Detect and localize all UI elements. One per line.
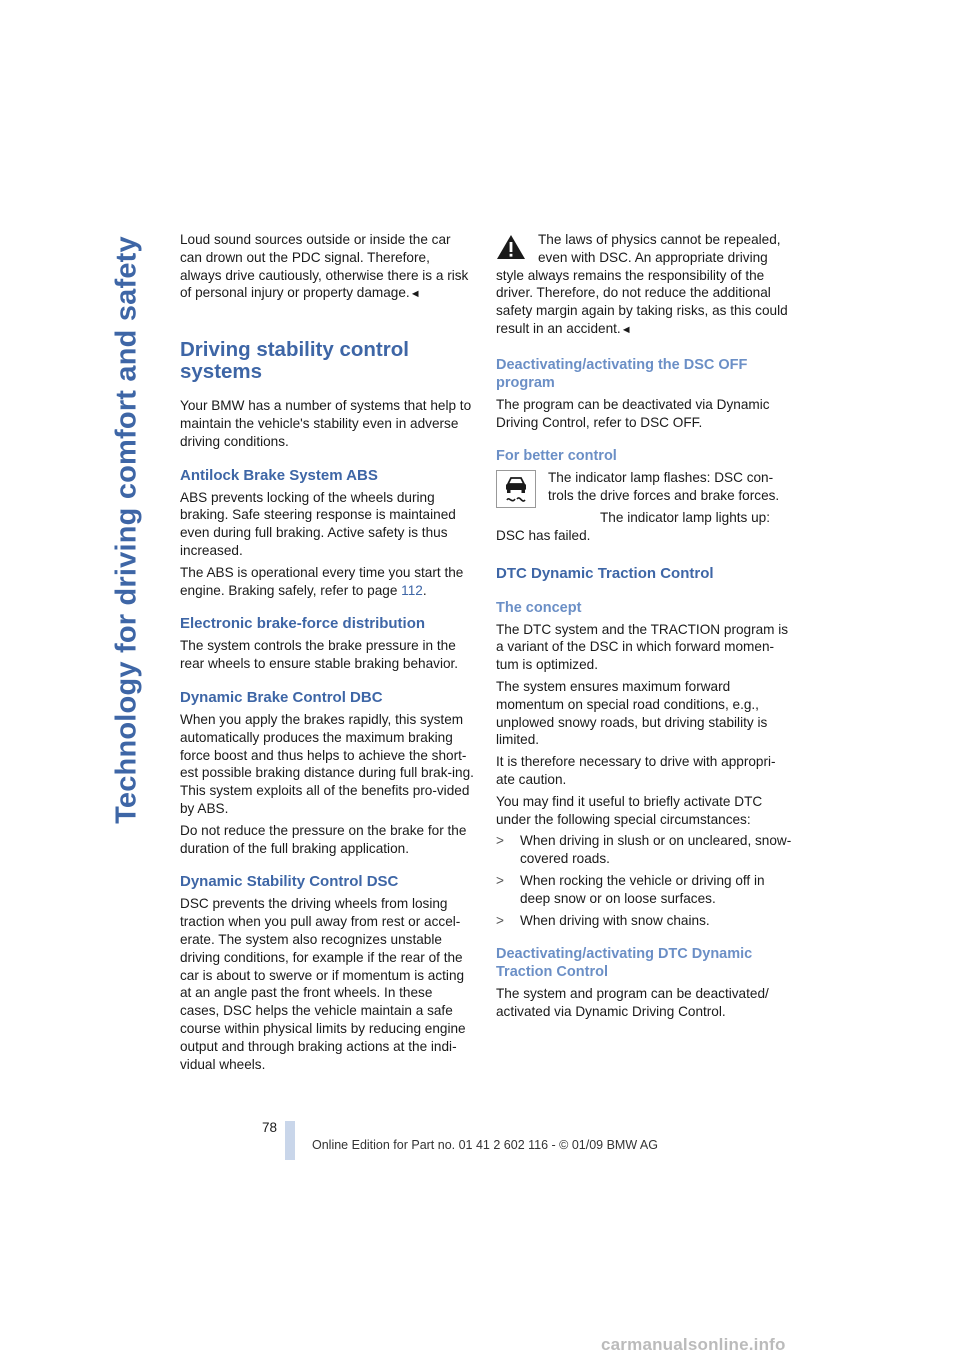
paragraph: The ABS is operational every time you start the engine. Braking safely, refer to page 112. — [180, 564, 464, 598]
heading-dtc: DTC Dynamic Traction Control — [496, 564, 714, 582]
paragraph: It is therefore necessary to drive with appropri-ate caution. — [496, 754, 776, 787]
paragraph: The system controls the brake pressure in the rear wheels to ensure stable braking behavior. — [180, 638, 459, 672]
paragraph: The indicator lamp lights up: DSC has failed. — [496, 509, 771, 543]
heading-dtc-deactivate: Deactivating/activating DTC Dynamic Traction Control — [496, 946, 753, 981]
page-number: 78 — [262, 1120, 278, 1135]
pdc-warning-paragraph: Loud sound sources outside or inside the car can drown out the PDC signal. Therefore, always drive cautiously, otherwise there is a risk of personal injury or property damage.◄ — [180, 232, 469, 301]
section-heading-driving-stability: Driving stability control systems — [180, 338, 409, 384]
end-mark: ◄ — [409, 288, 421, 301]
paragraph: ABS prevents locking of the wheels during braking. Safe steering response is maintained even during full braking. Active safety is thus increased. — [180, 489, 456, 558]
heading-dsc-off: Deactivating/activating the DSC OFF program — [496, 356, 748, 391]
paragraph: DSC prevents the driving wheels from losing traction when you pull away from rest or accel-erate. The system also recognizes unstable driving conditions, for example if the rear of the car is about to swerve or if momentum is acting at an angle past the front wheels. In these cases, DSC helps the vehicle maintain a safe course within physical limits by reducing engine output and through braking actions at the indi-vidual wheels. — [180, 896, 466, 1072]
heading-concept: The concept — [496, 599, 582, 616]
paragraph: The system and program can be deactivated/ activated via Dynamic Driving Control. — [496, 986, 769, 1020]
left-column — [180, 231, 475, 1077]
list-marker: > — [496, 912, 504, 928]
paragraph: The DTC system and the TRACTION program is a variant of the DSC in which forward momen-tum is optimized. — [496, 621, 789, 673]
list-marker: > — [496, 833, 504, 849]
paragraph: The indicator lamp flashes: DSC con-trols the drive forces and brake forces. — [548, 470, 780, 504]
paragraph: The program can be deactivated via Dynamic Driving Control, refer to DSC OFF. — [496, 396, 770, 430]
heading-ebd: Electronic brake-force distribution — [180, 615, 426, 633]
list-item: > When rocking the vehicle or driving off in deep snow or on loose surfaces. — [496, 872, 765, 906]
chapter-side-title: Technology for driving comfort and safety — [110, 236, 143, 824]
paragraph: When you apply the brakes rapidly, this system automatically produces the maximum braking force boost and thus helps to achieve the short-est possible braking distance during full brak-ing. This system exploits all of the benefits pro-vided by ABS. — [180, 711, 474, 816]
paragraph: Your BMW has a number of systems that help to maintain the vehicle's stability even in adverse driving conditions. — [180, 398, 472, 449]
heading-dsc: Dynamic Stability Control DSC — [180, 873, 399, 891]
heading-better-control: For better control — [496, 448, 617, 465]
footer-accent-bar — [285, 1121, 295, 1160]
warning-triangle-icon — [496, 234, 526, 260]
paragraph: The system ensures maximum forward momentum on special road conditions, e.g., unplowed snowy roads, but driving stability is limited. — [496, 678, 768, 748]
dsc-warning-block: The laws of physics cannot be repealed, even with DSC. An appropriate driving style always remains the responsibility of the driver. Therefore, do not reduce the additional safety margin again by taking risks, as this could result in an accident.◄ — [496, 232, 788, 336]
paragraph: Do not reduce the pressure on the brake for the duration of the full braking application. — [180, 822, 467, 856]
dtc-circumstances-list — [496, 832, 792, 929]
list-item: > When driving with snow chains. — [496, 912, 710, 928]
right-column — [496, 231, 792, 1025]
heading-dbc: Dynamic Brake Control DBC — [180, 688, 383, 706]
end-mark: ◄ — [620, 323, 632, 336]
paragraph: You may find it useful to briefly activate DTC under the following special circumstances: — [496, 793, 763, 827]
dsc-indicator-lamp-icon — [496, 470, 536, 508]
heading-abs: Antilock Brake System ABS — [180, 466, 378, 484]
edition-footer: Online Edition for Part no. 01 41 2 602 116 - © 01/09 BMW AG — [312, 1138, 658, 1152]
list-marker: > — [496, 872, 504, 888]
list-item: > When driving in slush or on uncleared, snow-covered roads. — [496, 833, 792, 867]
watermark: carmanualsonline.info — [601, 1335, 786, 1354]
page-link-112[interactable]: 112 — [401, 582, 423, 598]
